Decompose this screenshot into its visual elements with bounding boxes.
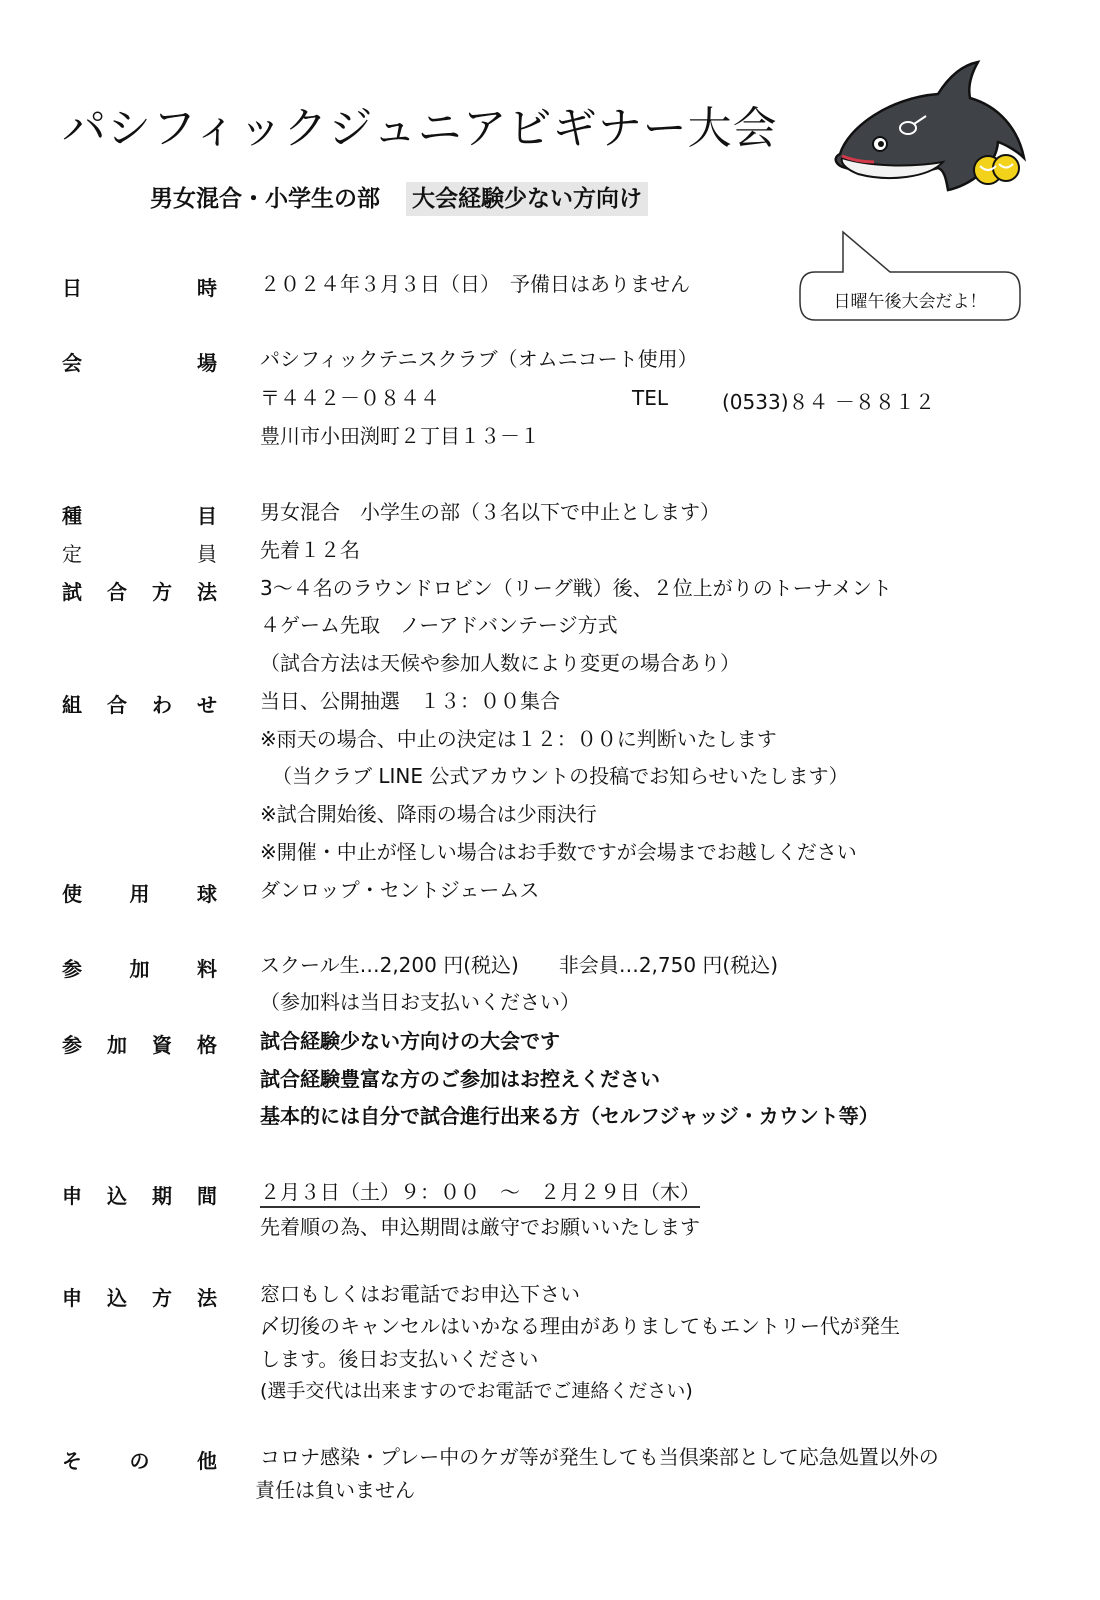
method-line: します。後日お支払いください	[260, 1347, 539, 1371]
format-line: ４ゲーム先取 ノーアドバンテージ方式	[260, 613, 618, 637]
draw-line: ※開催・中止が怪しい場合はお手数ですが会場までお越しください	[260, 840, 857, 864]
label-other: そ の 他	[62, 1449, 217, 1473]
label-format: 試 合 方 法	[62, 580, 217, 604]
label-draw: 組 合 わ せ	[62, 693, 217, 717]
label-event: 種 目	[62, 504, 217, 528]
eligibility-line: 試合経験豊富な方のご参加はお控えください	[260, 1067, 660, 1091]
tel-label: TEL	[632, 386, 668, 410]
tel-number: (0533)８４ －８８１２	[722, 390, 935, 414]
method-line: 窓口もしくはお電話でお申込下さい	[260, 1282, 580, 1306]
draw-line: （当クラブ LINE 公式アカウントの投稿でお知らせいたします）	[272, 764, 849, 788]
speech-bubble-text: 日曜午後大会だよ！	[833, 292, 987, 312]
fee-line: スクール生…2,200 円(税込) 非会員…2,750 円(税込)	[260, 953, 779, 977]
label-method: 申 込 方 法	[62, 1286, 217, 1310]
draw-line: ※試合開始後、降雨の場合は少雨決行	[260, 802, 597, 826]
event-value: 男女混合 小学生の部（３名以下で中止とします）	[260, 500, 720, 524]
method-note: (選手交代は出来ますのでお電話でご連絡ください)	[260, 1380, 693, 1402]
venue-name: パシフィックテニスクラブ（オムニコート使用）	[260, 347, 698, 371]
label-period: 申 込 期 間	[62, 1184, 217, 1208]
other-line: コロナ感染・プレー中のケガ等が発生しても当倶楽部として応急処置以外の	[260, 1445, 939, 1469]
label-ball: 使 用 球	[62, 882, 217, 906]
label-fee: 参 加 料	[62, 957, 217, 981]
venue-address: 豊川市小田渕町２丁目１３－１	[260, 424, 540, 448]
other-line: 責任は負いません	[255, 1478, 415, 1502]
eligibility-line: 基本的には自分で試合進行出来る方（セルフジャッジ・カウント等）	[260, 1104, 879, 1128]
draw-line: ※雨天の場合、中止の決定は１２：００に判断いたします	[260, 727, 777, 751]
subtitle	[150, 180, 648, 213]
label-venue: 会 場	[62, 351, 217, 375]
period-dates: ２月３日（土）９：００ ～ ２月２９日（木）	[260, 1180, 700, 1204]
label-capacity: 定 員	[62, 542, 217, 566]
subtitle-highlight: 大会経験少ない方向け	[406, 182, 648, 216]
venue-postal: 〒４４２－０８４４	[260, 386, 440, 410]
subtitle-main: 男女混合・小学生の部	[150, 186, 380, 212]
format-note: （試合方法は天候や参加人数により変更の場合あり）	[260, 651, 740, 675]
page-title: パシフィックジュニアビギナー大会	[62, 103, 778, 154]
label-date: 日 時	[62, 276, 217, 300]
fee-note: （参加料は当日お支払いください）	[260, 990, 580, 1014]
label-eligibility: 参 加 資 格	[62, 1033, 217, 1057]
format-line: 3～４名のラウンドロビン（リーグ戦）後、２位上がりのトーナメント	[260, 576, 892, 600]
dolphin-mascot-illustration	[828, 58, 1028, 198]
draw-line: 当日、公開抽選 １３：００集合	[260, 689, 560, 713]
date-value: ２０２４年３月３日（日） 予備日はありません	[260, 272, 690, 296]
method-line: 〆切後のキャンセルはいかなる理由がありましてもエントリー代が発生	[260, 1314, 900, 1338]
eligibility-line: 試合経験少ない方向けの大会です	[260, 1029, 560, 1053]
period-note: 先着順の為、申込期間は厳守でお願いいたします	[260, 1215, 700, 1239]
capacity-value: 先着１２名	[260, 538, 360, 562]
ball-value: ダンロップ・セントジェームス	[260, 878, 540, 902]
